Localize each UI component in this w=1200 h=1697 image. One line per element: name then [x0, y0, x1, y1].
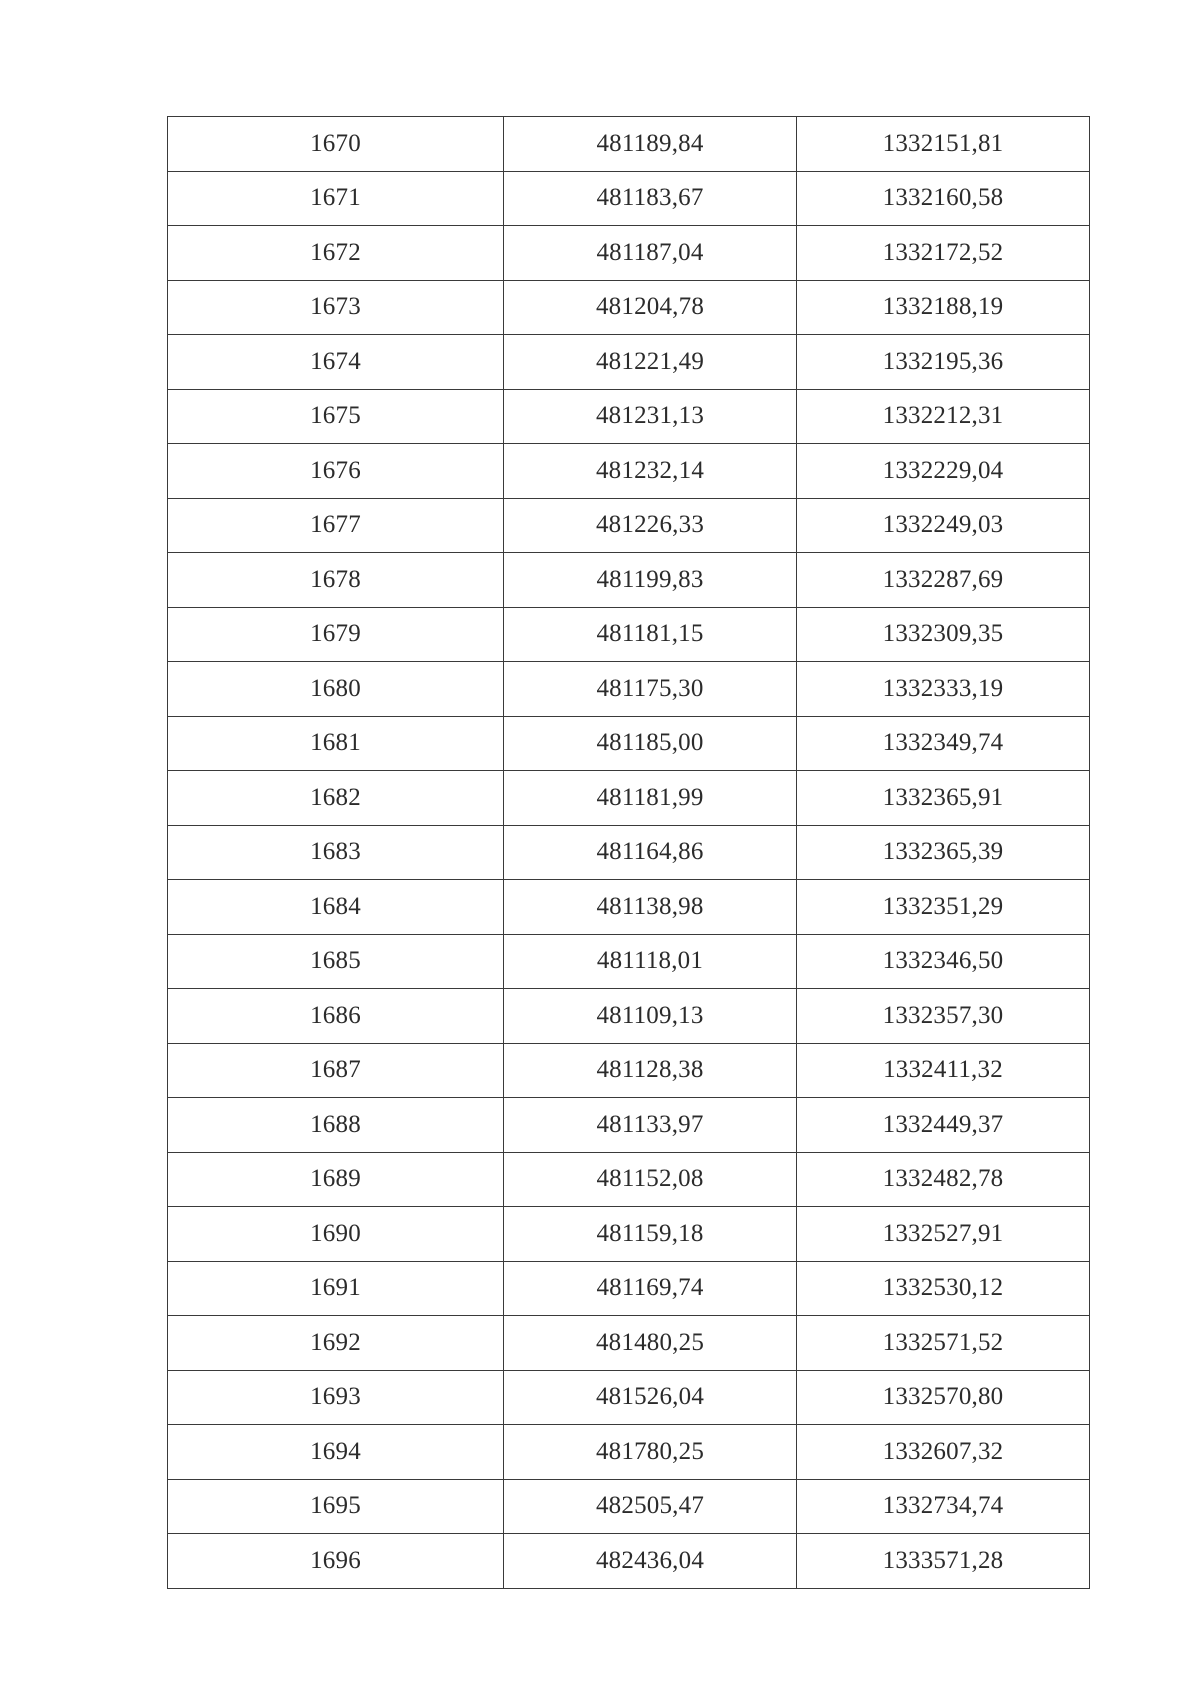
y-coordinate-cell: 1332365,39 [797, 825, 1090, 880]
y-coordinate-cell: 1332734,74 [797, 1479, 1090, 1534]
table-row [168, 280, 1090, 335]
x-coordinate-cell: 481164,86 [504, 825, 797, 880]
y-coordinate-cell: 1332449,37 [797, 1098, 1090, 1153]
x-coordinate-cell: 481159,18 [504, 1207, 797, 1262]
x-coordinate-cell: 481128,38 [504, 1043, 797, 1098]
x-coordinate-cell: 481480,25 [504, 1316, 797, 1371]
y-coordinate-cell: 1332365,91 [797, 771, 1090, 826]
table-row [168, 444, 1090, 499]
point-number-cell: 1682 [168, 771, 504, 826]
point-number-cell: 1672 [168, 226, 504, 281]
x-coordinate-cell: 482436,04 [504, 1534, 797, 1589]
point-number-cell: 1671 [168, 171, 504, 226]
x-coordinate-cell: 481152,08 [504, 1152, 797, 1207]
coordinates-table-body [168, 117, 1090, 1589]
point-number-cell: 1681 [168, 716, 504, 771]
table-row [168, 335, 1090, 390]
x-coordinate-cell: 481109,13 [504, 989, 797, 1044]
y-coordinate-cell: 1332349,74 [797, 716, 1090, 771]
table-row [168, 607, 1090, 662]
point-number-cell: 1690 [168, 1207, 504, 1262]
y-coordinate-cell: 1332571,52 [797, 1316, 1090, 1371]
y-coordinate-cell: 1333571,28 [797, 1534, 1090, 1589]
x-coordinate-cell: 481181,15 [504, 607, 797, 662]
y-coordinate-cell: 1332229,04 [797, 444, 1090, 499]
y-coordinate-cell: 1332346,50 [797, 934, 1090, 989]
point-number-cell: 1685 [168, 934, 504, 989]
point-number-cell: 1683 [168, 825, 504, 880]
point-number-cell: 1670 [168, 117, 504, 172]
x-coordinate-cell: 481138,98 [504, 880, 797, 935]
table-row [168, 1152, 1090, 1207]
point-number-cell: 1695 [168, 1479, 504, 1534]
x-coordinate-cell: 481133,97 [504, 1098, 797, 1153]
y-coordinate-cell: 1332188,19 [797, 280, 1090, 335]
y-coordinate-cell: 1332333,19 [797, 662, 1090, 717]
table-row [168, 1043, 1090, 1098]
point-number-cell: 1686 [168, 989, 504, 1044]
y-coordinate-cell: 1332607,32 [797, 1425, 1090, 1480]
x-coordinate-cell: 481175,30 [504, 662, 797, 717]
table-row [168, 171, 1090, 226]
x-coordinate-cell: 481221,49 [504, 335, 797, 390]
x-coordinate-cell: 482505,47 [504, 1479, 797, 1534]
point-number-cell: 1691 [168, 1261, 504, 1316]
point-number-cell: 1688 [168, 1098, 504, 1153]
y-coordinate-cell: 1332309,35 [797, 607, 1090, 662]
y-coordinate-cell: 1332351,29 [797, 880, 1090, 935]
y-coordinate-cell: 1332160,58 [797, 171, 1090, 226]
x-coordinate-cell: 481526,04 [504, 1370, 797, 1425]
table-row [168, 934, 1090, 989]
table-row [168, 1370, 1090, 1425]
x-coordinate-cell: 481183,67 [504, 171, 797, 226]
table-row [168, 1207, 1090, 1262]
table-row [168, 553, 1090, 608]
table-row [168, 1534, 1090, 1589]
point-number-cell: 1674 [168, 335, 504, 390]
y-coordinate-cell: 1332195,36 [797, 335, 1090, 390]
table-row [168, 989, 1090, 1044]
table-row [168, 716, 1090, 771]
x-coordinate-cell: 481169,74 [504, 1261, 797, 1316]
point-number-cell: 1689 [168, 1152, 504, 1207]
y-coordinate-cell: 1332482,78 [797, 1152, 1090, 1207]
point-number-cell: 1693 [168, 1370, 504, 1425]
x-coordinate-cell: 481187,04 [504, 226, 797, 281]
x-coordinate-cell: 481185,00 [504, 716, 797, 771]
y-coordinate-cell: 1332411,32 [797, 1043, 1090, 1098]
table-row [168, 226, 1090, 281]
point-number-cell: 1676 [168, 444, 504, 499]
point-number-cell: 1687 [168, 1043, 504, 1098]
y-coordinate-cell: 1332527,91 [797, 1207, 1090, 1262]
y-coordinate-cell: 1332151,81 [797, 117, 1090, 172]
coordinates-table [167, 116, 1090, 1589]
point-number-cell: 1679 [168, 607, 504, 662]
x-coordinate-cell: 481118,01 [504, 934, 797, 989]
point-number-cell: 1680 [168, 662, 504, 717]
point-number-cell: 1684 [168, 880, 504, 935]
point-number-cell: 1694 [168, 1425, 504, 1480]
x-coordinate-cell: 481231,13 [504, 389, 797, 444]
table-row [168, 1425, 1090, 1480]
table-row [168, 1479, 1090, 1534]
table-row [168, 1316, 1090, 1371]
table-row [168, 1261, 1090, 1316]
table-row [168, 389, 1090, 444]
x-coordinate-cell: 481226,33 [504, 498, 797, 553]
y-coordinate-cell: 1332570,80 [797, 1370, 1090, 1425]
x-coordinate-cell: 481232,14 [504, 444, 797, 499]
y-coordinate-cell: 1332212,31 [797, 389, 1090, 444]
point-number-cell: 1678 [168, 553, 504, 608]
point-number-cell: 1675 [168, 389, 504, 444]
x-coordinate-cell: 481189,84 [504, 117, 797, 172]
point-number-cell: 1692 [168, 1316, 504, 1371]
table-row [168, 498, 1090, 553]
table-row [168, 117, 1090, 172]
point-number-cell: 1677 [168, 498, 504, 553]
y-coordinate-cell: 1332172,52 [797, 226, 1090, 281]
x-coordinate-cell: 481181,99 [504, 771, 797, 826]
y-coordinate-cell: 1332249,03 [797, 498, 1090, 553]
point-number-cell: 1673 [168, 280, 504, 335]
y-coordinate-cell: 1332530,12 [797, 1261, 1090, 1316]
point-number-cell: 1696 [168, 1534, 504, 1589]
x-coordinate-cell: 481780,25 [504, 1425, 797, 1480]
y-coordinate-cell: 1332357,30 [797, 989, 1090, 1044]
table-row [168, 1098, 1090, 1153]
x-coordinate-cell: 481204,78 [504, 280, 797, 335]
x-coordinate-cell: 481199,83 [504, 553, 797, 608]
table-row [168, 662, 1090, 717]
table-row [168, 825, 1090, 880]
y-coordinate-cell: 1332287,69 [797, 553, 1090, 608]
table-row [168, 880, 1090, 935]
table-row [168, 771, 1090, 826]
